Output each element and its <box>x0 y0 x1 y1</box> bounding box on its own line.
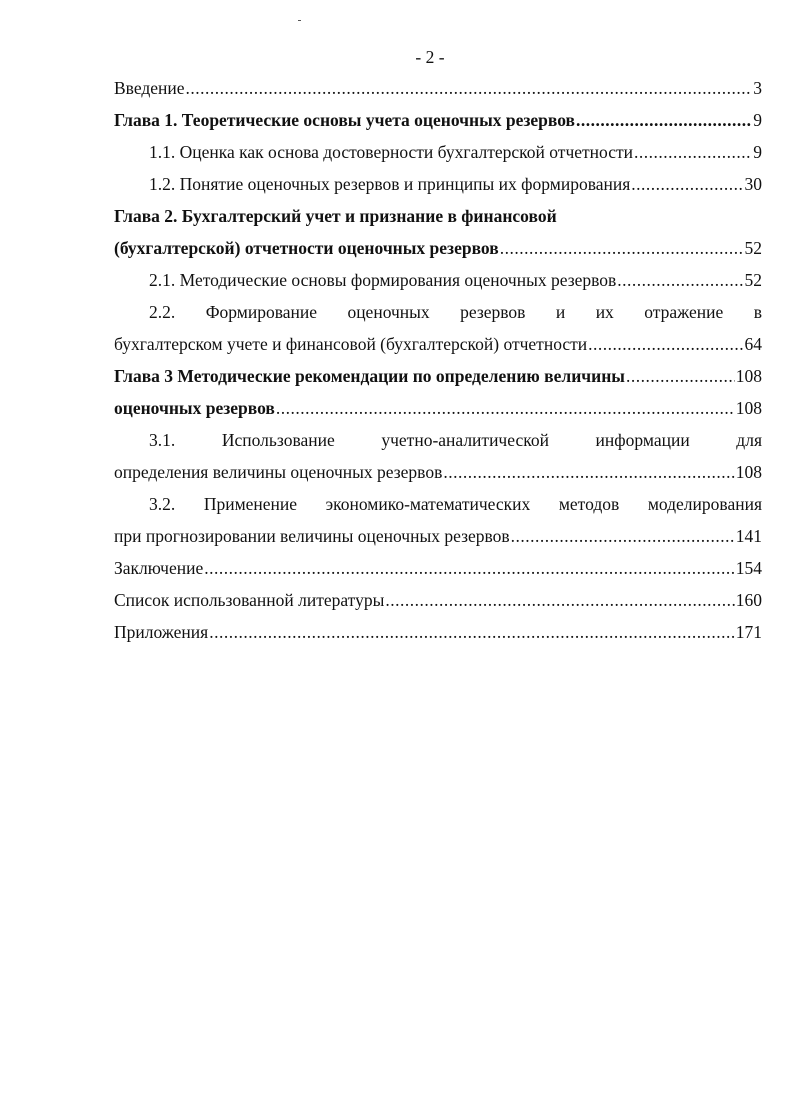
toc-entry-title: 1.2. Понятие оценочных резервов и принципы их формирования <box>149 174 631 194</box>
toc-entry-page: 108 <box>735 398 762 418</box>
toc-entry-section-3-1-line-2[interactable] <box>114 456 762 488</box>
toc-entry-section-2-2-line-1[interactable] <box>114 296 762 328</box>
toc-entry-title: 1.1. Оценка как основа достоверности бухгалтерской отчетности <box>149 142 633 162</box>
dot-leader <box>617 264 743 296</box>
toc-entry-title: 2.1. Методические основы формирования оценочных резервов <box>149 270 617 290</box>
dot-leader <box>204 552 735 584</box>
toc-entry-page: 154 <box>735 558 762 578</box>
dot-leader <box>588 328 743 360</box>
toc-entry-title: (бухгалтерской) отчетности оценочных резервов <box>114 238 499 258</box>
toc-entry-chapter-3-line-1[interactable] <box>114 360 762 392</box>
toc-entry-page: 9 <box>753 142 762 162</box>
toc-entry-page: 108 <box>735 366 762 386</box>
toc-entry-title: оценочных резервов <box>114 398 275 418</box>
toc-entry-title: 3.1. Использование учетно-аналитической информации для <box>149 430 762 450</box>
dot-leader <box>576 104 752 136</box>
toc-entry-title: Список использованной литературы <box>114 590 385 610</box>
toc-entry-chapter-3-line-2[interactable] <box>114 392 762 424</box>
toc-entry-title: Введение <box>114 78 185 98</box>
toc-entry-section-3-1-line-1[interactable] <box>114 424 762 456</box>
toc-entry-chapter-1[interactable] <box>114 104 762 136</box>
toc-entry-page: 3 <box>753 78 762 98</box>
toc-entry-appendix[interactable] <box>114 616 762 648</box>
toc-entry-title: Глава 2. Бухгалтерский учет и признание в финансовой <box>114 206 557 226</box>
toc-entry-chapter-2-line-2[interactable] <box>114 232 762 264</box>
dot-leader <box>443 456 734 488</box>
dot-leader <box>511 520 735 552</box>
toc-entry-page: 52 <box>744 270 762 290</box>
toc-entry-chapter-2-line-1[interactable] <box>114 200 762 232</box>
toc-entry-page: 141 <box>735 526 762 546</box>
toc-entry-section-3-2-line-1[interactable] <box>114 488 762 520</box>
toc-entry-section-1-1[interactable] <box>114 136 762 168</box>
dot-leader <box>500 232 744 264</box>
toc-entry-title: Приложения <box>114 622 209 642</box>
scan-mark <box>298 20 301 21</box>
dot-leader <box>626 360 735 392</box>
toc-entry-section-2-2-line-2[interactable] <box>114 328 762 360</box>
dot-leader <box>186 72 753 104</box>
toc-entry-title: 3.2. Применение экономико-математических методов моделирования <box>149 494 762 514</box>
toc-entry-title: бухгалтерском учете и финансовой (бухгалтерской) отчетности <box>114 334 588 354</box>
toc-entry-page: 160 <box>735 590 762 610</box>
dot-leader <box>631 168 743 200</box>
toc-entry-section-3-2-line-2[interactable] <box>114 520 762 552</box>
toc-entry-section-1-2[interactable] <box>114 168 762 200</box>
toc-entry-title: Глава 1. Теоретические основы учета оценочных резервов <box>114 110 576 130</box>
toc-entry-conclusion[interactable] <box>114 552 762 584</box>
toc-entry-title: 2.2. Формирование оценочных резервов и их отражение в <box>149 302 762 322</box>
toc-entry-title: Глава 3 Методические рекомендации по определению величины <box>114 366 625 386</box>
toc-entry-references[interactable] <box>114 584 762 616</box>
dot-leader <box>385 584 734 616</box>
page-number: - 2 - <box>415 47 445 67</box>
dot-leader <box>276 392 735 424</box>
toc-entry-page: 30 <box>744 174 762 194</box>
toc-entry-intro[interactable] <box>114 72 762 104</box>
table-of-contents <box>114 72 762 648</box>
toc-entry-page: 108 <box>735 462 762 482</box>
toc-entry-section-2-1[interactable] <box>114 264 762 296</box>
dot-leader <box>634 136 752 168</box>
dot-leader <box>209 616 735 648</box>
toc-entry-page: 9 <box>753 110 762 130</box>
toc-entry-page: 171 <box>735 622 762 642</box>
toc-entry-page: 52 <box>744 238 762 258</box>
toc-entry-title: при прогнозировании величины оценочных резервов <box>114 526 510 546</box>
toc-entry-page: 64 <box>744 334 762 354</box>
toc-entry-title: определения величины оценочных резервов <box>114 462 443 482</box>
toc-entry-title: Заключение <box>114 558 204 578</box>
